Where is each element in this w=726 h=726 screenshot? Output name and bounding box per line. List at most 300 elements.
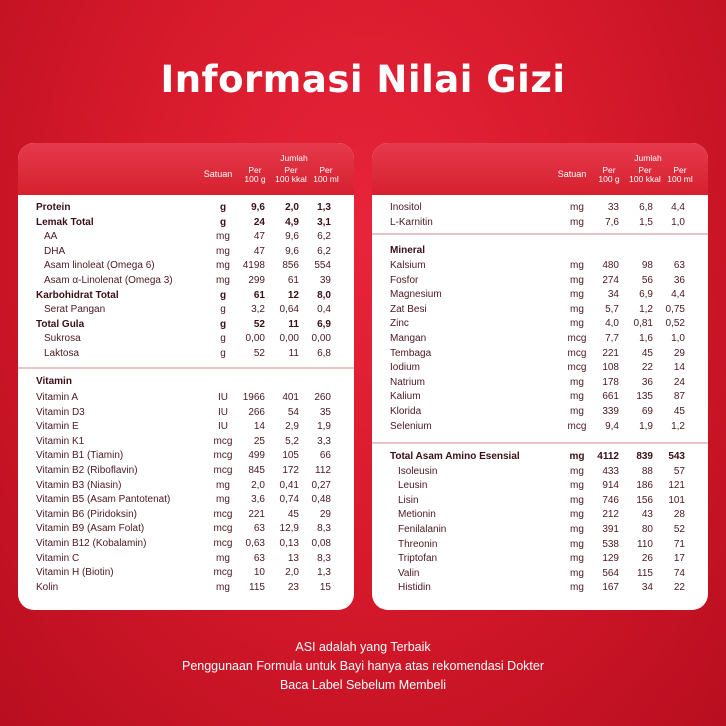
- value-per-100ml: 1,3: [317, 567, 331, 579]
- value-per-100kkal: 61: [287, 275, 299, 286]
- value-per-100kkal: 135: [636, 391, 653, 403]
- value-per-100ml: 8,3: [317, 523, 331, 535]
- value-per-100ml: 29: [319, 508, 331, 520]
- nutrient-unit: g: [220, 304, 226, 316]
- value-per-100kkal: 186: [636, 480, 653, 492]
- nutrient-name: Kalsium: [390, 260, 426, 271]
- value-per-100g: 7,7: [605, 333, 619, 344]
- nutrient-name: Vitamin B12 (Kobalamin): [36, 538, 147, 549]
- value-per-100kkal: 2,0: [285, 567, 299, 579]
- value-per-100g: 34: [607, 289, 619, 301]
- value-per-100kkal: 156: [636, 494, 653, 506]
- nutrient-row: [372, 259, 708, 274]
- nutrient-unit: mg: [570, 567, 584, 579]
- value-per-100kkal: 6,9: [639, 289, 653, 301]
- nutrient-unit: mg: [216, 479, 230, 491]
- value-per-100g: 9,6: [251, 202, 265, 213]
- nutrient-name: Iodium: [390, 362, 421, 374]
- nutrient-unit: mcg: [213, 567, 233, 579]
- value-per-100g: 0,63: [245, 538, 265, 549]
- value-per-100g: 7,6: [605, 216, 619, 228]
- value-per-100kkal: 856: [282, 260, 299, 272]
- nutrient-row: [18, 508, 354, 523]
- value-per-100g: 108: [602, 362, 619, 374]
- value-per-100ml: 28: [673, 509, 685, 521]
- nutrient-name: Vitamin B5 (Asam Pantotenat): [36, 494, 171, 506]
- value-per-100kkal: 11: [288, 318, 299, 330]
- value-per-100ml: 0,4: [317, 304, 331, 316]
- col-per100kkal-label: Per 100 kkal: [629, 165, 661, 184]
- table-header: [18, 143, 354, 195]
- nutrient-unit: g: [220, 348, 226, 359]
- value-per-100kkal: 9,6: [285, 231, 299, 243]
- value-per-100g: 538: [602, 538, 619, 550]
- value-per-100g: 4,0: [605, 318, 619, 330]
- value-per-100g: 499: [248, 450, 265, 462]
- nutrient-name: Kolin: [36, 581, 59, 593]
- nutrient-name: Triptofan: [398, 553, 438, 565]
- value-per-100kkal: 45: [641, 347, 653, 359]
- nutrient-unit: mg: [570, 274, 584, 286]
- nutrient-unit: mg: [570, 538, 584, 550]
- nutrient-unit: mg: [216, 260, 230, 272]
- nutrient-row: [18, 289, 354, 304]
- value-per-100ml: 57: [673, 465, 685, 477]
- nutrient-row: [18, 216, 354, 231]
- value-per-100kkal: 98: [641, 260, 653, 271]
- nutrient-unit: mg: [569, 451, 585, 462]
- value-per-100g: 212: [602, 509, 619, 521]
- nutrient-row: [372, 552, 708, 567]
- value-per-100ml: 260: [314, 392, 331, 403]
- value-per-100g: 52: [253, 348, 265, 359]
- nutrient-row: [18, 435, 354, 450]
- value-per-100ml: 36: [673, 274, 685, 286]
- nutrient-name: L-Karnitin: [390, 216, 433, 228]
- nutrient-name: Isoleusin: [398, 465, 438, 477]
- value-per-100ml: 543: [668, 451, 685, 462]
- section-divider: [372, 442, 708, 444]
- value-per-100kkal: 23: [287, 581, 299, 593]
- nutrient-name: DHA: [44, 245, 66, 257]
- nutrient-row: [372, 420, 708, 435]
- value-per-100ml: 6,9: [317, 318, 331, 330]
- value-per-100kkal: 839: [636, 451, 653, 462]
- value-per-100ml: 0,08: [311, 538, 331, 549]
- value-per-100ml: 3,1: [317, 216, 331, 228]
- col-per100g-label: Per 100 g: [598, 165, 620, 184]
- value-per-100g: 221: [602, 347, 619, 359]
- value-per-100g: 0,00: [245, 333, 265, 345]
- value-per-100kkal: 1,6: [639, 333, 653, 344]
- col-jumlah-label: Jumlah: [280, 153, 308, 163]
- nutrient-unit: mg: [216, 275, 230, 286]
- nutrient-unit: mcg: [213, 465, 233, 476]
- value-per-100ml: 121: [668, 480, 685, 492]
- nutrient-row: [372, 567, 708, 582]
- nutrient-name: Asam α-Linolenat (Omega 3): [44, 275, 173, 286]
- nutrient-name: Serat Pangan: [44, 304, 106, 316]
- value-per-100ml: 71: [673, 538, 685, 550]
- nutrient-row: [372, 508, 708, 523]
- nutrient-unit: mcg: [567, 333, 587, 344]
- nutrient-row: [372, 303, 708, 318]
- nutrient-unit: mg: [216, 231, 230, 243]
- value-per-100g: 167: [602, 582, 619, 594]
- value-per-100g: 25: [253, 435, 265, 447]
- nutrient-name: Fosfor: [390, 274, 419, 286]
- nutrient-name: Sukrosa: [44, 333, 81, 345]
- nutrient-name: Natrium: [390, 376, 426, 388]
- nutrient-row: [372, 581, 708, 596]
- value-per-100kkal: 5,2: [285, 435, 299, 447]
- value-per-100ml: 6,2: [317, 245, 331, 257]
- section-title-vitamin: Vitamin: [36, 376, 72, 387]
- nutrient-unit: mg: [570, 465, 584, 477]
- value-per-100ml: 74: [673, 567, 685, 579]
- value-per-100kkal: 54: [287, 406, 299, 418]
- nutrient-name: Selenium: [390, 420, 432, 432]
- nutrient-unit: mcg: [213, 435, 233, 447]
- nutrient-name: Vitamin C: [36, 552, 80, 564]
- nutrient-name: Zinc: [390, 318, 409, 330]
- nutrient-unit: mcg: [213, 450, 233, 462]
- value-per-100kkal: 1,2: [639, 303, 653, 315]
- nutrient-row: [18, 552, 354, 567]
- nutrient-row: [18, 274, 354, 289]
- value-per-100g: 3,2: [251, 304, 265, 316]
- nutrient-unit: mg: [570, 216, 584, 228]
- nutrient-unit: mcg: [213, 508, 233, 520]
- nutrient-row: [372, 479, 708, 494]
- value-per-100ml: 112: [315, 465, 331, 476]
- value-per-100g: 2,0: [251, 479, 265, 491]
- value-per-100ml: 0,52: [665, 318, 685, 330]
- nutrient-unit: IU: [218, 392, 228, 403]
- value-per-100ml: 17: [673, 553, 685, 565]
- value-per-100g: 221: [248, 508, 265, 520]
- nutrient-unit: mg: [570, 376, 584, 388]
- nutrient-unit: mg: [570, 494, 584, 506]
- nutrient-name: Fenilalanin: [398, 524, 447, 535]
- value-per-100g: 33: [607, 202, 619, 213]
- nutrient-name: Vitamin H (Biotin): [36, 567, 114, 579]
- value-per-100kkal: 69: [641, 406, 653, 417]
- value-per-100g: 480: [602, 260, 619, 271]
- value-per-100kkal: 43: [641, 509, 653, 521]
- value-per-100g: 178: [602, 376, 619, 388]
- nutrient-name: Total Asam Amino Esensial: [390, 451, 520, 462]
- value-per-100kkal: 1,5: [639, 216, 653, 228]
- footer-line-3: Baca Label Sebelum Membeli: [279, 678, 447, 692]
- nutrition-panel-right: [372, 143, 708, 610]
- nutrient-row: [372, 201, 708, 216]
- value-per-100g: 10: [253, 567, 265, 579]
- value-per-100g: 4198: [242, 260, 265, 272]
- value-per-100g: 9,4: [605, 420, 619, 432]
- nutrient-name: Klorida: [390, 406, 422, 417]
- value-per-100ml: 554: [314, 260, 331, 272]
- nutrient-name: Zat Besi: [390, 303, 427, 315]
- nutrient-unit: mg: [570, 553, 584, 565]
- col-per100kkal-label: Per 100 kkal: [275, 165, 307, 184]
- nutrient-row: [372, 465, 708, 480]
- nutrient-row: [18, 303, 354, 318]
- nutrient-unit: mcg: [213, 523, 233, 535]
- nutrient-unit: mg: [570, 289, 584, 301]
- nutrient-unit: mg: [216, 552, 230, 564]
- col-per100ml-label: Per 100 ml: [667, 165, 693, 184]
- nutrient-unit: mg: [570, 406, 584, 417]
- nutrient-row: [18, 406, 354, 421]
- value-per-100ml: 1,9: [317, 421, 331, 433]
- value-per-100ml: 4,4: [671, 202, 685, 213]
- value-per-100g: 433: [602, 465, 619, 477]
- nutrient-row: [18, 493, 354, 508]
- nutrient-unit: mg: [570, 318, 584, 330]
- nutrient-row: [372, 523, 708, 538]
- nutrient-name: Leusin: [398, 480, 428, 492]
- nutrient-row: [372, 376, 708, 391]
- nutrient-unit: mg: [216, 581, 230, 593]
- nutrient-name: Kalium: [390, 391, 421, 403]
- value-per-100ml: 1,0: [671, 216, 685, 228]
- nutrient-unit: mg: [570, 524, 584, 535]
- value-per-100ml: 45: [673, 406, 685, 417]
- value-per-100kkal: 88: [641, 465, 653, 477]
- value-per-100g: 61: [253, 289, 265, 301]
- footer-line-1: ASI adalah yang Terbaik: [295, 640, 431, 654]
- nutrient-name: Vitamin B2 (Riboflavin): [36, 465, 138, 476]
- value-per-100kkal: 36: [641, 376, 653, 388]
- nutrient-name: Mangan: [390, 333, 427, 344]
- value-per-100kkal: 13: [287, 552, 299, 564]
- nutrient-row: [372, 216, 708, 231]
- value-per-100ml: 8,3: [317, 552, 331, 564]
- value-per-100ml: 0,27: [311, 479, 331, 491]
- value-per-100ml: 24: [673, 376, 685, 388]
- nutrient-row: [372, 494, 708, 509]
- nutrient-unit: mg: [570, 303, 584, 315]
- nutrient-name: Vitamin B1 (Tiamin): [36, 450, 124, 462]
- value-per-100g: 52: [253, 318, 265, 330]
- nutrient-row: [18, 449, 354, 464]
- value-per-100ml: 3,3: [317, 435, 331, 447]
- value-per-100ml: 87: [673, 391, 685, 403]
- value-per-100ml: 35: [319, 406, 331, 418]
- value-per-100g: 274: [602, 274, 619, 286]
- value-per-100kkal: 56: [641, 274, 653, 286]
- value-per-100ml: 1,0: [671, 333, 685, 344]
- nutrient-name: Protein: [36, 202, 71, 213]
- nutrient-row: [18, 464, 354, 479]
- nutrient-row: [18, 201, 354, 216]
- nutrient-unit: mg: [570, 509, 584, 521]
- nutrition-panel-left: [18, 143, 354, 610]
- nutrient-row: [372, 390, 708, 405]
- value-per-100ml: 8,0: [317, 289, 331, 301]
- col-per100g-label: Per 100 g: [244, 165, 266, 184]
- value-per-100kkal: 6,8: [639, 202, 653, 213]
- nutrient-name: Total Gula: [36, 318, 85, 330]
- nutrient-row: [18, 245, 354, 260]
- nutrient-row: [372, 450, 708, 465]
- value-per-100ml: 0,48: [311, 494, 331, 506]
- value-per-100ml: 1,2: [671, 420, 685, 432]
- nutrient-name: Lisin: [398, 494, 419, 506]
- value-per-100ml: 0,75: [665, 303, 685, 315]
- nutrient-name: Vitamin B3 (Niasin): [36, 479, 122, 491]
- nutrient-unit: mg: [216, 245, 230, 257]
- nutrient-name: Karbohidrat Total: [36, 289, 119, 301]
- value-per-100g: 115: [249, 581, 265, 593]
- value-per-100kkal: 0,81: [633, 318, 653, 330]
- nutrient-unit: IU: [218, 421, 228, 433]
- value-per-100g: 63: [253, 552, 265, 564]
- table-header: [372, 143, 708, 195]
- nutrient-unit: IU: [218, 406, 228, 418]
- nutrient-name: Inositol: [390, 202, 422, 213]
- value-per-100g: 4112: [597, 451, 619, 462]
- value-per-100g: 47: [253, 231, 265, 243]
- value-per-100g: 24: [253, 216, 265, 228]
- nutrient-name: Asam linoleat (Omega 6): [44, 260, 155, 272]
- value-per-100g: 5,7: [605, 303, 619, 315]
- nutrient-unit: mg: [570, 391, 584, 403]
- nutrient-name: Tembaga: [390, 347, 432, 359]
- nutrient-row: [18, 479, 354, 494]
- nutrient-name: Vitamin B6 (Piridoksin): [36, 508, 137, 520]
- nutrient-row: [372, 274, 708, 289]
- value-per-100kkal: 105: [282, 450, 299, 462]
- value-per-100kkal: 0,00: [279, 333, 299, 345]
- nutrient-name: Vitamin K1: [36, 435, 85, 447]
- value-per-100g: 845: [248, 465, 265, 476]
- value-per-100ml: 39: [319, 275, 331, 286]
- nutrient-row: [18, 537, 354, 552]
- value-per-100kkal: 80: [641, 524, 653, 535]
- value-per-100kkal: 1,9: [639, 420, 653, 432]
- nutrient-unit: mcg: [567, 420, 587, 432]
- value-per-100kkal: 115: [637, 567, 653, 579]
- nutrient-unit: mcg: [567, 347, 587, 359]
- section-divider: [372, 233, 708, 235]
- nutrient-row: [18, 420, 354, 435]
- nutrient-unit: g: [219, 202, 227, 213]
- nutrient-row: [372, 405, 708, 420]
- value-per-100ml: 6,2: [317, 231, 331, 243]
- section-title-mineral: Mineral: [390, 245, 426, 256]
- value-per-100g: 63: [253, 523, 265, 535]
- nutrient-row: [18, 259, 354, 274]
- nutrient-row: [18, 391, 354, 406]
- nutrient-name: Metionin: [398, 509, 436, 521]
- col-satuan-label: Satuan: [203, 169, 233, 179]
- nutrient-unit: mg: [570, 582, 584, 594]
- nutrient-name: Histidin: [398, 582, 431, 594]
- page-title: Informasi Nilai Gizi: [160, 58, 566, 101]
- value-per-100ml: 0,00: [311, 333, 331, 345]
- nutrient-row: [18, 581, 354, 596]
- nutrient-unit: g: [219, 289, 227, 301]
- nutrient-name: Valin: [398, 567, 420, 579]
- value-per-100ml: 6,8: [317, 348, 331, 359]
- nutrient-unit: mg: [570, 202, 584, 213]
- nutrient-row: [372, 538, 708, 553]
- col-satuan-label: Satuan: [557, 169, 587, 179]
- value-per-100ml: 52: [673, 524, 685, 535]
- nutrient-row: [18, 332, 354, 347]
- value-per-100kkal: 0,74: [279, 494, 299, 506]
- nutrient-name: Threonin: [398, 538, 438, 550]
- value-per-100kkal: 45: [287, 508, 299, 520]
- value-per-100kkal: 9,6: [285, 245, 299, 257]
- value-per-100kkal: 22: [641, 362, 653, 374]
- value-per-100kkal: 12,9: [279, 523, 299, 535]
- nutrient-row: [18, 347, 354, 362]
- value-per-100kkal: 2,0: [285, 202, 299, 213]
- value-per-100g: 914: [602, 480, 619, 492]
- value-per-100kkal: 0,13: [279, 538, 299, 549]
- value-per-100g: 391: [602, 524, 619, 535]
- value-per-100kkal: 11: [288, 348, 299, 359]
- nutrient-name: Vitamin E: [36, 421, 79, 433]
- value-per-100g: 266: [248, 406, 265, 418]
- value-per-100g: 1966: [242, 392, 265, 403]
- nutrient-unit: mcg: [567, 362, 587, 374]
- nutrient-name: Lemak Total: [36, 216, 94, 228]
- nutrient-name: Vitamin D3: [36, 406, 85, 418]
- section-divider: [18, 367, 354, 369]
- nutrient-unit: g: [219, 216, 227, 228]
- value-per-100kkal: 34: [641, 582, 653, 594]
- nutrient-name: Laktosa: [44, 348, 80, 359]
- nutrient-row: [18, 522, 354, 537]
- col-jumlah-label: Jumlah: [634, 153, 662, 163]
- value-per-100g: 746: [602, 494, 619, 506]
- value-per-100g: 339: [602, 406, 619, 417]
- nutrient-row: [372, 361, 708, 376]
- value-per-100g: 14: [253, 421, 265, 433]
- value-per-100ml: 29: [673, 347, 685, 359]
- footer-line-2: Penggunaan Formula untuk Bayi hanya atas rekomendasi Dokter: [181, 659, 545, 673]
- value-per-100g: 47: [253, 245, 265, 257]
- value-per-100kkal: 12: [287, 289, 299, 301]
- value-per-100g: 129: [602, 553, 619, 565]
- nutrient-name: AA: [44, 231, 58, 243]
- value-per-100ml: 4,4: [671, 289, 685, 301]
- col-per100ml-label: Per 100 ml: [313, 165, 339, 184]
- value-per-100kkal: 2,9: [285, 421, 299, 433]
- nutrient-row: [372, 332, 708, 347]
- value-per-100ml: 66: [319, 450, 331, 462]
- nutrient-row: [372, 288, 708, 303]
- value-per-100ml: 63: [673, 260, 685, 271]
- value-per-100kkal: 26: [641, 553, 653, 565]
- value-per-100kkal: 401: [282, 392, 299, 403]
- nutrient-name: Vitamin B9 (Asam Folat): [36, 523, 145, 535]
- value-per-100g: 3,6: [251, 494, 265, 506]
- nutrient-name: Vitamin A: [36, 392, 79, 403]
- value-per-100ml: 22: [673, 582, 685, 594]
- nutrient-row: [18, 230, 354, 245]
- value-per-100kkal: 172: [282, 465, 299, 476]
- nutrient-row: [18, 566, 354, 581]
- nutrient-row: [372, 317, 708, 332]
- value-per-100g: 564: [602, 567, 619, 579]
- value-per-100kkal: 0,64: [279, 304, 299, 316]
- nutrient-unit: g: [220, 333, 226, 345]
